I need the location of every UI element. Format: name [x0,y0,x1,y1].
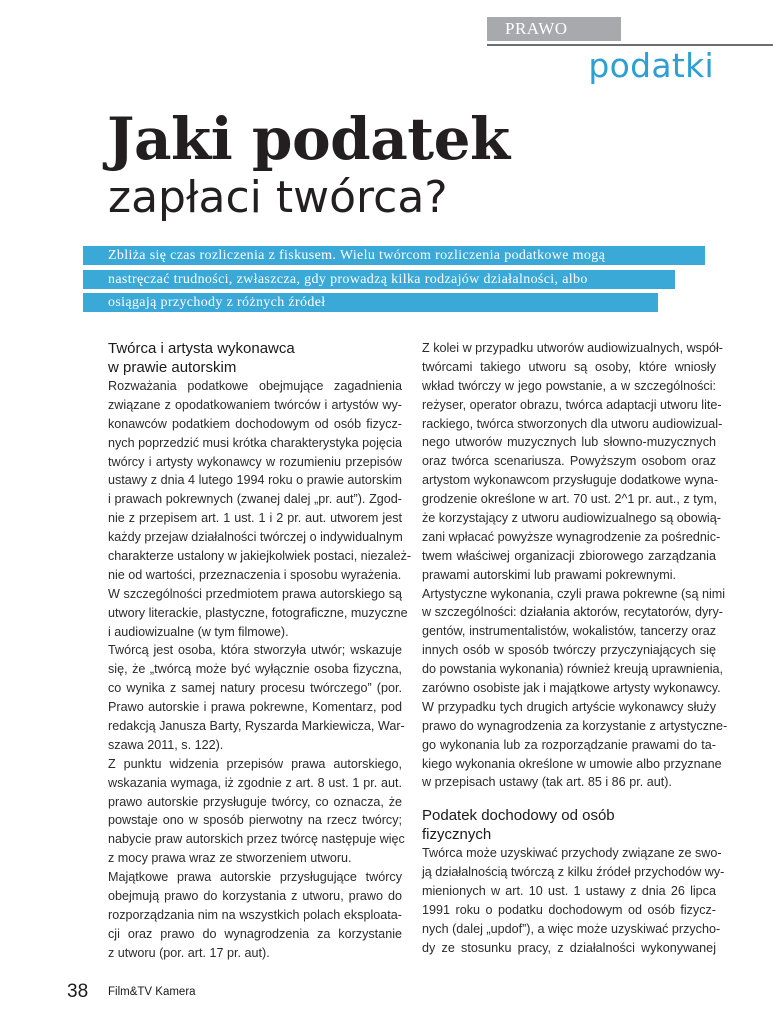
body-text-line: go wykonania lub za rozporządzanie prawami do ta- [422,737,716,752]
left-column-body [108,377,412,963]
body-text-line: W przypadku tych drugich artyście wykonawcy służy [422,699,716,714]
subheading-podatek [422,806,716,844]
body-text-line: 1991 roku o podatku dochodowym od osób fizycz- [422,903,716,918]
body-text-line: utwory literackie, plastyczne, fotograficzne, muzyczne [108,605,408,620]
body-text-line: reżyser, operator obrazu, twórca adaptacji utworu lite- [422,397,722,412]
body-text-line: dy ze stosunku pracy, z działalności wykonywanej [422,940,716,955]
lead-line-1: Zbliża się czas rozliczenia z fiskusem. Wielu twórcom rozliczenia podatkowe mogą [83,246,705,265]
body-text-line: powstaje ono w sposób pierwotny na rzecz twórcy; [108,813,402,828]
body-text-line: nych poprzedzić musi krótka charakterystyka pojęcia [108,435,402,450]
body-text-line: i audiowizualne (w tym filmowe). [108,624,289,639]
right-column-body-bottom [422,844,725,957]
body-text-line: rozporządzania nim na wszystkich polach eksploata- [108,907,402,922]
body-text-line: zarówno osobiste jak i majątkowe artysty wykonawcy. [422,681,721,696]
body-text-line: co wynika z samej natury procesu twórczego” (por. [108,681,402,696]
body-text-line: konawców podatkiem dochodowym od osób fizycz- [108,416,402,431]
body-text-line: Rozważania podatkowe obejmujące zagadnienia [108,379,402,393]
body-text-line: nie z przepisem art. 1 ust. 1 i 2 pr. aut. utworem jest [108,511,402,526]
body-text-line: Artystyczne wykonania, czyli prawa pokrewne (są nimi [422,586,726,601]
body-text-line: Majątkowe prawa autorskie przysługujące twórcy [108,870,402,885]
body-text-line: mienionych w art. 10 ust. 1 ustawy z dnia 26 lipca [422,884,716,899]
body-text-line: oraz twórca scenariusza. Powyższym osobom oraz [422,454,716,469]
right-column-body-top [422,339,728,792]
body-text-line: zani wpłacać powyższe wynagrodzenie za pośrednic- [422,529,721,544]
body-text-line: redakcją Janusza Barty, Ryszarda Markiewicza, War- [108,719,405,734]
body-text-line: że korzystający z utworu audiowizualnego są obowią- [422,511,721,526]
body-text-line: ją działalnością twórczą z kilku źródeł przychodów wy- [422,865,725,880]
subheading-tworca [108,339,402,377]
body-text-line: Z kolei w przypadku utworów audiowizualnych, współ- [422,341,723,355]
left-column [108,339,412,963]
body-text-line: Twórca może uzyskiwać przychody związane ze swo- [422,846,722,861]
body-text-line: charakterze ustalony w jakiejkolwiek postaci, niezależ- [108,549,412,564]
body-text-line: nie od wartości, przeznaczenia i sposobu wyrażenia. [108,567,402,582]
body-text-line: ustawy z dnia 4 lutego 1994 roku o prawie autorskim [108,473,402,488]
subheading-line: Podatek dochodowy od osób [422,807,615,825]
subheading-line: w prawie autorskim [108,359,237,376]
subheading-line: Twórca i artysta wykonawca [108,340,295,357]
body-text-line: gentów, instrumentalistów, wokalistów, tancerzy oraz [422,624,716,639]
body-text-line: prawo autorskie przysługuje twórcy, co oznacza, że [108,794,402,809]
body-text-line: grodzenie określone w art. 70 ust. 2^1 pr. aut., z tym, [422,492,718,507]
lead-line-2: nastręczać trudności, zwłaszcza, gdy prowadzą kilka rodzajów działalności, albo [83,270,675,289]
body-text-line: prawo do wynagrodzenia za korzystanie z artystyczne- [422,718,728,733]
body-text-line: nego utworów muzycznych lub słowno-muzycznych [422,435,716,450]
body-text-line: w przepisach ustawy (tak art. 85 i 86 pr. aut). [422,775,672,790]
right-column [422,339,728,958]
body-text-line: twórcami takiego utworu są osoby, które wniosły [422,359,716,374]
body-text-line: cji oraz prawo do wynagrodzenia za korzystanie [108,926,402,941]
body-text-line: Z punktu widzenia przepisów prawa autorskiego, [108,756,402,771]
body-text-line: z mocy prawa wraz ze stworzeniem utworu. [108,851,352,866]
body-text-line: szawa 2011, s. 122). [108,737,224,752]
body-text-line: innych osób w sposób twórczy przyczyniających się [422,643,716,658]
article-title-line-2: zapłaci twórca? [108,172,448,223]
body-text-line: Twórcą jest osoba, która stworzyła utwór; wskazuje [108,643,402,658]
body-text-line: twórcy i artysty wykonawcy w rozumieniu przepisów [108,454,402,469]
section-tag: PRAWO [487,17,621,41]
body-text-line: W szczególności przedmiotem prawa autorskiego są [108,586,402,601]
body-text-line: każdy przejaw działalności twórczej o indywidualnym [108,530,403,545]
article-title-line-1: Jaki podatek [107,105,510,173]
body-text-line: nych (dalej „updof”), a więc może uzyskiwać przycho- [422,921,721,936]
publication-name: Film&TV Kamera [108,986,196,998]
page-number: 38 [67,981,89,1002]
body-text-line: twem właściwej organizacji zbiorowego zarządzania [422,548,716,563]
body-text-line: wkład twórczy w jego powstanie, a w szczególności: [422,378,716,393]
body-text-line: rackiego, twórca stworzonych dla utworu audiowizual- [422,416,723,431]
body-text-line: i prawach pokrewnych (zwanej dalej „pr. aut”). Zgod- [108,492,402,507]
lead-line-3: osiągają przychody z różnych źródeł [83,293,658,312]
body-text-line: się, że „twórcą może być wyłącznie osoba fizyczna, [108,662,402,677]
body-text-line: nabycie praw autorskich przez twórcę następuje więc [108,832,405,847]
body-text-line: związane z opodatkowaniem twórców i artystów wy- [108,397,402,412]
body-text-line: z utworu (por. art. 17 pr. aut). [108,945,270,960]
body-text-line: do powstania wykonania) również kreują uprawnienia, [422,662,724,677]
body-text-line: wskazania wymaga, iż zgodnie z art. 8 ust. 1 pr. aut. [108,775,402,790]
body-text-line: artystom wykonawcom przysługuje dodatkowe wyna- [422,473,719,488]
body-text-line: Prawo autorskie i prawa pokrewne, Komentarz, pod [108,700,402,715]
section-subtitle: podatki [588,46,714,85]
body-text-line: w szczególności: działania aktorów, recytatorów, dyry- [422,605,723,620]
body-text-line: prawami autorskimi lub prawami pokrewnymi. [422,567,677,582]
subheading-line: fizycznych [422,826,492,844]
body-text-line: kiego wykonania określone w umowie albo przyznane [422,756,722,771]
body-text-line: obejmują prawo do korzystania z utworu, prawo do [108,889,402,904]
